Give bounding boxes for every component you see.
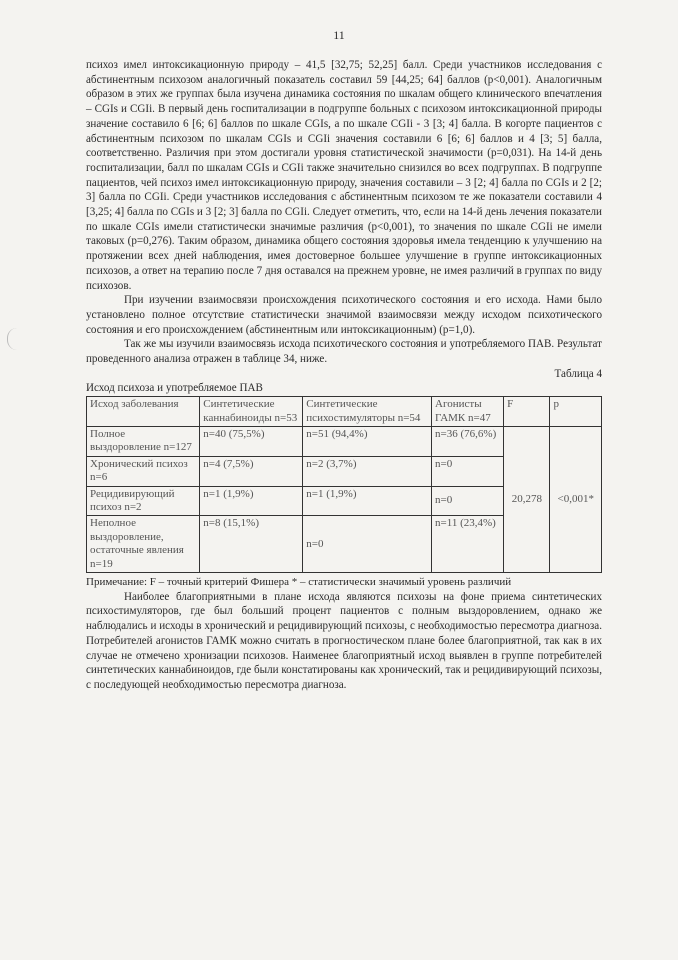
table-cell: Хронический психоз n=6 — [87, 456, 200, 486]
page-number: 11 — [333, 28, 345, 42]
table-cell: n=11 (23,4%) — [432, 516, 504, 573]
table-cell: n=1 (1,9%) — [303, 486, 432, 516]
table-cell: Рецидивирующий психоз n=2 — [87, 486, 200, 516]
table-row — [87, 426, 602, 456]
table-cell: Неполное выздоровление, остаточные явления n=19 — [87, 516, 200, 573]
punch-hole-mark — [7, 328, 17, 350]
header-cell: F — [504, 397, 550, 427]
header-cell: Синтетические психостимуляторы n=54 — [303, 397, 432, 427]
header-cell: p — [550, 397, 602, 427]
table-cell: n=0 — [432, 456, 504, 486]
table-cell: n=40 (75,5%) — [200, 426, 303, 456]
table-cell: n=0 — [303, 516, 432, 573]
table-cell: n=4 (7,5%) — [200, 456, 303, 486]
table-cell: n=1 (1,9%) — [200, 486, 303, 516]
header-cell: Агонисты ГАМК n=47 — [432, 397, 504, 427]
header-cell: Синтетические каннабиноиды n=53 — [200, 397, 303, 427]
table-header-row — [87, 397, 602, 427]
p-value-cell: <0,001* — [550, 426, 602, 572]
f-value-cell: 20,278 — [504, 426, 550, 572]
document-body — [86, 58, 602, 693]
header-cell: Исход заболевания — [87, 397, 200, 427]
table-note: Примечание: F – точный критерий Фишера * – статистически значимый уровень различий — [86, 576, 512, 589]
table-cell: n=8 (15,1%) — [200, 516, 303, 573]
paragraph-3: Так же мы изучили взаимосвязь исхода психотического состояния и употребляемого ПАВ. Результат проведенного анализа отражен в таблице 34, ниже. — [86, 338, 602, 366]
paragraph-2: При изучении взаимосвязи происхождения психотического состояния и его исхода. Нами было установлено полное отсутствие статистически значимой взаимосвязи между исходом психотического состояния и его происхождением (абстинентным или интоксикационным) (p=1,0). — [86, 294, 602, 336]
table-cell: n=2 (3,7%) — [303, 456, 432, 486]
table-cell: n=51 (94,4%) — [303, 426, 432, 456]
table-caption: Исход психоза и употребляемое ПАВ — [86, 382, 263, 395]
paragraph-4: Наиболее благоприятными в плане исхода являются психозы на фоне приема синтетических психостимуляторов, где был больший процент пациентов с полным выздоровлением, однако же наблюдались и исходы в хронический и рецидивирующий психозы, с необходимостью пересмотра диагноза. Потребителей агонистов ГАМК можно считать в прогностическом плане более благоприятной, так как в их случае не отмечено хронизации психозов. Наименее благоприятный исход выявлен в группе потребителей синтетических каннабиноидов, где были констатированы как хронический, так и рецидивирующий психозы, с последующей необходимостью пересмотра диагноза. — [86, 590, 602, 691]
table-cell: n=0 — [432, 486, 504, 516]
table-cell: Полное выздоровление n=127 — [87, 426, 200, 456]
table-label: Таблица 4 — [554, 367, 602, 380]
paragraph-1: психоз имел интоксикационную природу – 41,5 [32,75; 52,25] балл. Среди участников исследования с абстинентным психозом аналогичный показатель составил 59 [44,25; 64] баллов (p<0,001). Аналогичным образом в этих же группах была изучена динамика состояния по шкалам общего клинического впечатления – CGIs и CGIi. В первый день госпитализации в подгруппе больных с психозом интоксикационной природы значение составило 6 [6; 6] баллов по шкале CGIs, а по шкале CGIi - 3 [3; 4] балла. В когорте пациентов с абстинентным психозом по шкалам CGIs и CGIi значения составили 6 [6; 6] баллов и 4 [3; 5] балла, соответственно. Различия при этом достигали уровня статистической значимости (p=0,031). На 14-й день госпитализации, балл по шкалам CGIs и CGIi также значительно снизился во всех подгруппах. В подгруппе пациентов, чей психоз имел интоксикационную природу, значения составили – 3 [2; 4] балла по CGIs и 2 [2; 3] балла по CGIi. Среди участников исследования с абстинентным психозом те же показатели составили 4 [3,25; 4] балла по CGIs и 3 [2; 3] балла по CGIi. Следует отметить, что, если на 14-й день лечения показатели по шкале CGIs имели статистически значимые различия (p<0,001), то значения по шкале CGIi не имели таковых (p=0,276). Таким образом, динамика общего состояния здоровья имела тенденцию к улучшению на протяжении всех дней наблюдения, имея достоверное большее улучшение в группе интоксикационных психозов, а ответ на терапию после 7 дня оставался на прежнем уровне, не имея различий в группах по виду психозов. — [86, 59, 602, 292]
table-cell: n=36 (76,6%) — [432, 426, 504, 456]
outcome-table — [86, 396, 602, 573]
